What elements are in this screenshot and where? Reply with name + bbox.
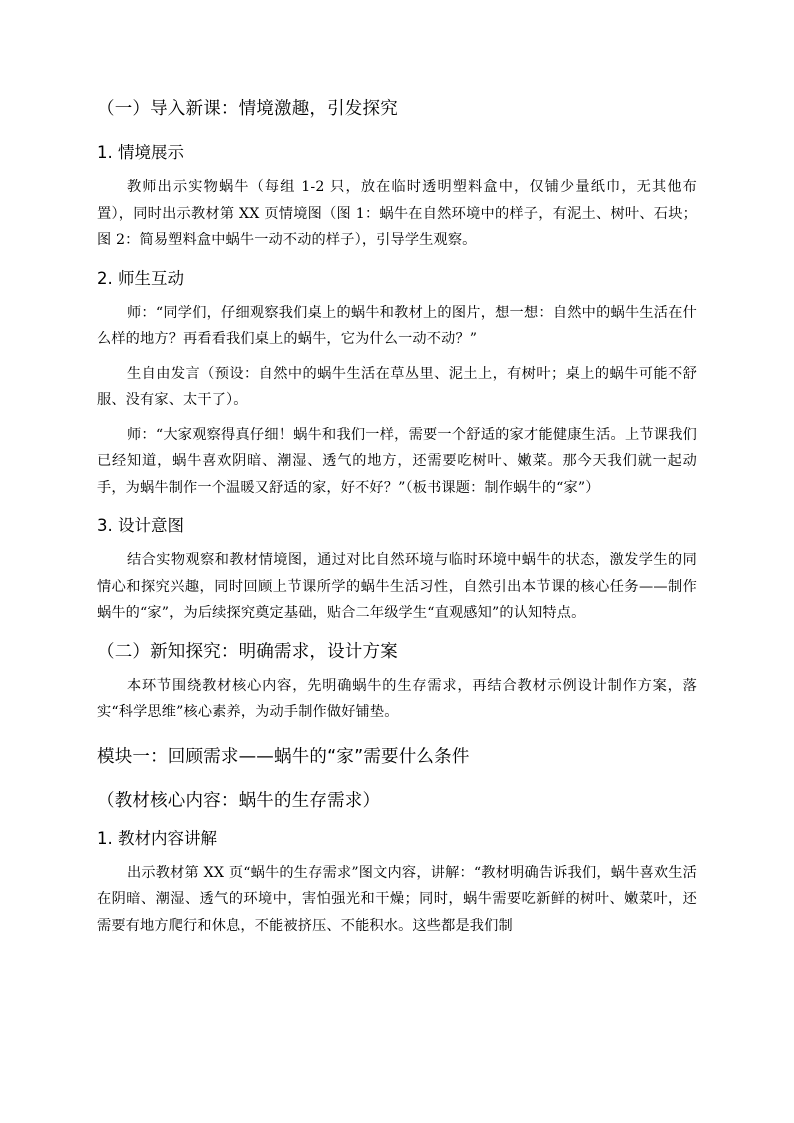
heading-scenario-display: 1. 情境展示 — [97, 143, 184, 162]
heading-textbook-explanation: 1. 教材内容讲解 — [97, 828, 217, 848]
heading-teacher-student-interaction: 2. 师生互动 — [97, 268, 184, 288]
paragraph-teacher-question: 师：“同学们，仔细观察我们桌上的蜗牛和教材上的图片，想一想：自然中的蜗牛生活在什么样的地方？再看看我们桌上的蜗牛，它为什么一动不动？” — [97, 304, 697, 347]
paragraph-student-answers: 生自由发言（预设：自然中的蜗牛生活在草丛里、泥土上，有树叶；桌上的蜗牛可能不舒服、没有家、太干了）。 — [97, 365, 697, 408]
section-title-intro: （一）导入新课：情境激趣，引发探究 — [97, 99, 398, 119]
heading-design-intent: 3. 设计意图 — [97, 516, 184, 535]
module-one-title: 模块一：回顾需求——蜗牛的“家”需要什么条件 — [97, 746, 470, 767]
paragraph-scenario-display: 教师出示实物蜗牛（每组 1-2 只，放在临时透明塑料盒中，仅铺少量纸巾，无其他布置），同时出示教材第 XX 页情境图（图 1：蜗牛在自然环境中的样子，有泥土、树叶、石块；图 2：简易塑料盒中蜗牛一动不动的样子），引导学生观察。 — [97, 179, 697, 248]
paragraph-design-intent: 结合实物观察和教材情境图，通过对比自然环境与临时环境中蜗牛的状态，激发学生的同情心和探究兴趣，同时回顾上节课所学的蜗牛生活习性，自然引出本节课的核心任务——制作蜗牛的“家”，为后续探究奠定基础，贴合二年级学生“直观感知”的认知特点。 — [97, 552, 697, 621]
paragraph-new-knowledge-intro: 本环节围绕教材核心内容，先明确蜗牛的生存需求，再结合教材示例设计制作方案，落实“科学思维”核心素养，为动手制作做好铺垫。 — [97, 677, 697, 720]
document-page — [97, 96, 697, 939]
paragraph-teacher-summary: 师：“大家观察得真仔细！蜗牛和我们一样，需要一个舒适的家才能健康生活。上节课我们已经知道，蜗牛喜欢阴暗、潮湿、透气的地方，还需要吃树叶、嫩菜。那今天我们就一起动手，为蜗牛制作一个温暖又舒适的家，好不好？”（板书课题：制作蜗牛的“家”） — [97, 426, 697, 496]
section-title-new-knowledge: （二）新知探究：明确需求，设计方案 — [97, 641, 398, 662]
module-one-subtitle: （教材核心内容：蜗牛的生存需求） — [97, 790, 381, 811]
paragraph-textbook-explanation: 出示教材第 XX 页“蜗牛的生存需求”图文内容，讲解：“教材明确告诉我们，蜗牛喜欢生活在阴暗、潮湿、透气的环境中，害怕强光和干燥；同时，蜗牛需要吃新鲜的树叶、嫩菜叶，还需要有地方爬行和休息，不能被挤压、不能积水。这些都是我们制 — [97, 864, 697, 934]
